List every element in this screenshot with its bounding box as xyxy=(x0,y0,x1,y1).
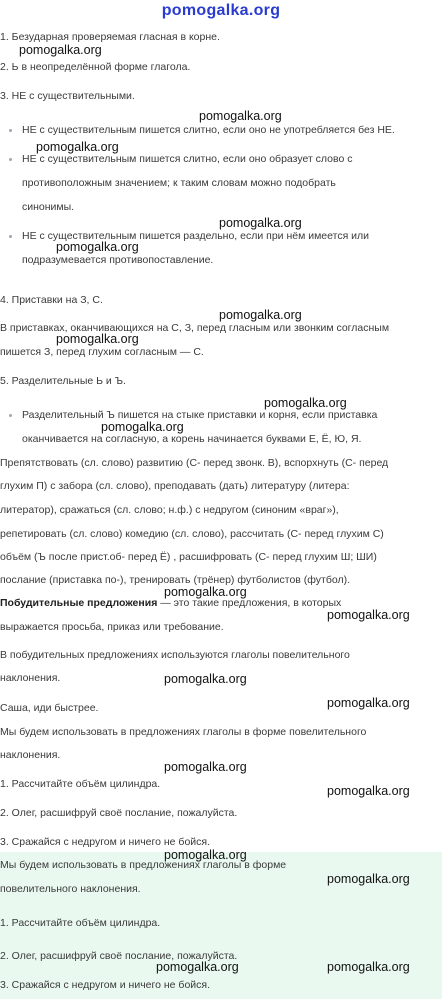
bullet-icon xyxy=(9,235,12,238)
verbs-note: В побудительных предложениях используются глаголы повелительного xyxy=(0,649,350,661)
examples-line: репетировать (сл. слово) комедию (сл. слово), рассчитать (С- перед глухим С) xyxy=(0,528,384,540)
rule-2: 2. Ь в неопределённой форме глагола. xyxy=(0,61,191,73)
rule-3-point-1: НЕ с существительным пишется слитно, если оно не употребляется без НЕ. xyxy=(22,124,395,136)
task-text: Мы будем использовать в предложениях глаголы в форме повелительного xyxy=(0,726,367,738)
watermark: pomogalka.org xyxy=(219,216,302,230)
imperative-def-rest: — это такие предложения, в которых xyxy=(157,597,342,609)
rule-5: 5. Разделительные Ь и Ъ. xyxy=(0,375,126,387)
rule-3-point-2-cont: противоположным значением; к таким словам можно подобрать xyxy=(22,177,336,189)
rule-3: 3. НЕ с существительными. xyxy=(0,90,135,102)
answer-sentence-2: 2. Олег, расшифруй своё послание, пожалуйста. xyxy=(0,950,238,962)
rule-5-point-1: Разделительный Ъ пишется на стыке приставки и корня, если приставка xyxy=(22,409,378,421)
examples-line: литератор), сражаться (сл. слово; н.ф.) с недругом (синоним «враг»), xyxy=(0,504,339,516)
watermark: pomogalka.org xyxy=(164,760,247,774)
answer-sentence-3: 3. Сражайся с недругом и ничего не бойся. xyxy=(0,979,211,991)
rule-3-point-2: НЕ с существительным пишется слитно, если оно образует слово с xyxy=(22,153,353,165)
answer-sentence-1: 1. Рассчитайте объём цилиндра. xyxy=(0,917,161,929)
examples-line: Препятствовать (сл. слово) развитию (С- перед звонк. В), вспорхнуть (С- перед xyxy=(0,457,389,469)
imperative-term: Побудительные предложения xyxy=(0,597,158,609)
rule-3-point-3: НЕ с существительным пишется раздельно, если при нём имеется или xyxy=(22,230,370,242)
watermark: pomogalka.org xyxy=(156,960,239,974)
imperative-definition-cont: выражается просьба, приказ или требование. xyxy=(0,621,224,633)
watermark: pomogalka.org xyxy=(327,608,410,622)
task-text-cont: наклонения. xyxy=(0,749,61,761)
watermark: pomogalka.org xyxy=(56,332,139,346)
rule-3-point-2-cont: синонимы. xyxy=(22,201,75,213)
examples-line: послание (приставка по-), тренировать (трёнер) футболистов (футбол). xyxy=(0,574,351,586)
watermark: pomogalka.org xyxy=(327,784,410,798)
watermark: pomogalka.org xyxy=(327,872,410,886)
watermark: pomogalka.org xyxy=(56,240,139,254)
rule-4: 4. Приставки на З, С. xyxy=(0,294,103,306)
rule-1: 1. Безударная проверяемая гласная в корне. xyxy=(0,31,220,43)
examples-line: глухим П) с забора (сл. слово), преподавать (дать) литературу (литера: xyxy=(0,480,350,492)
rule-3-point-3-cont: подразумевается противопоставление. xyxy=(22,254,214,266)
watermark: pomogalka.org xyxy=(36,140,119,154)
rule-4-text: В приставках, оканчивающихся на С, З, перед гласным или звонким согласным xyxy=(0,322,390,334)
examples-line: объём (Ъ после прист.об- перед Ё) , расшифровать (С- перед глухим Ш; ШИ) xyxy=(0,551,377,563)
sentence-1: 1. Рассчитайте объём цилиндра. xyxy=(0,778,161,790)
verbs-note-cont: наклонения. xyxy=(0,672,61,684)
bullet-icon xyxy=(9,129,12,132)
watermark: pomogalka.org xyxy=(199,109,282,123)
site-header[interactable]: pomogalka.org xyxy=(161,2,281,19)
watermark: pomogalka.org xyxy=(327,960,410,974)
imperative-example: Саша, иди быстрее. xyxy=(0,702,99,714)
answer-text: Мы будем использовать в предложениях глаголы в форме xyxy=(0,859,287,871)
answer-text-cont: повелительного наклонения. xyxy=(0,883,141,895)
rule-4-text-cont: пишется З, перед глухим согласным — С. xyxy=(0,346,204,358)
watermark: pomogalka.org xyxy=(219,308,302,322)
sentence-2: 2. Олег, расшифруй своё послание, пожалуйста. xyxy=(0,807,238,819)
watermark: pomogalka.org xyxy=(164,585,247,599)
watermark: pomogalka.org xyxy=(164,672,247,686)
watermark: pomogalka.org xyxy=(19,43,102,57)
watermark: pomogalka.org xyxy=(101,420,184,434)
watermark: pomogalka.org xyxy=(327,696,410,710)
sentence-3: 3. Сражайся с недругом и ничего не бойся. xyxy=(0,836,211,848)
watermark: pomogalka.org xyxy=(164,848,247,862)
watermark: pomogalka.org xyxy=(264,396,347,410)
bullet-icon xyxy=(9,414,12,417)
rule-5-point-1-cont: оканчивается на согласную, а корень начинается буквами Е, Ё, Ю, Я. xyxy=(22,433,362,445)
bullet-icon xyxy=(9,158,12,161)
